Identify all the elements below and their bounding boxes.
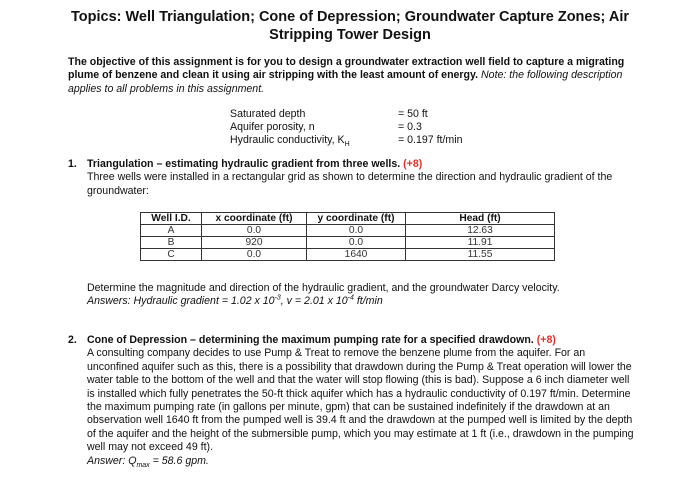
aquifer-parameters xyxy=(230,108,462,147)
table-cell: 0.0 xyxy=(307,225,406,237)
param-label: Hydraulic conductivity, $K_H$ xyxy=(230,134,350,149)
answer-text: Answers: Hydraulic gradient = 1.02 x $10^{-3}$, v = 2.01 x $10^{-4}$ ft/min xyxy=(87,294,383,308)
table-cell: 0.0 xyxy=(202,249,307,261)
param-label: Saturated depth xyxy=(230,108,306,120)
table-row xyxy=(141,237,555,249)
question-1 xyxy=(68,158,636,198)
table-cell: 12.63 xyxy=(406,225,555,237)
wells-table xyxy=(140,212,555,261)
table-header-row xyxy=(141,213,555,225)
column-header: x coordinate (ft) xyxy=(202,213,307,225)
title-line-2: Stripping Tower Design xyxy=(269,27,431,43)
question-number: 1. xyxy=(68,158,77,170)
column-header: Head (ft) xyxy=(406,213,555,225)
question-heading: Triangulation – estimating hydraulic gradient from three wells. xyxy=(87,158,401,170)
points-badge: (+8) xyxy=(403,158,423,170)
column-header: y coordinate (ft) xyxy=(307,213,406,225)
param-row xyxy=(230,134,462,147)
param-label: Aquifer porosity, n xyxy=(230,121,315,133)
table-row xyxy=(141,249,555,261)
table-cell: 11.91 xyxy=(406,237,555,249)
table-cell: 0.0 xyxy=(307,237,406,249)
param-value: = 0.3 xyxy=(398,121,422,133)
page-title xyxy=(60,8,640,44)
question-text: Three wells were installed in a rectangular grid as shown to determine the direction and hydraulic gradient of the groundwater: xyxy=(87,171,613,197)
question-text: A consulting company decides to use Pump & Treat to remove the benzene plume from the aquifer. For an unconfined aquifer such as this, there is a possibility that drawdown during the Pump & Treat operation will lower the water table to the bottom of the well and that the water will stop flowing (this is bad). Suppose a 6 inch diameter well is installed which fully penetrates the 50-ft thick aquifer which has a hydraulic conductivity of 0.197 ft/min. Determine the maximum pumping rate (in gallons per minute, gpm) that can be sustained indefinitely if the drawdown at an observation well 1640 ft from the pumped well is 39.4 ft and the drawdown at the pumped well is limited by the depth of the aquifer and the height of the submersible pump, which you may estimate at 1 ft (i.e., drawdown in the pumping well may not exceed 49 ft). xyxy=(87,347,634,454)
objective-paragraph xyxy=(68,56,636,96)
question-1-prompt xyxy=(68,282,636,309)
table-cell: C xyxy=(141,249,202,261)
objective-note: Note: the following description applies to all problems in this assignment. xyxy=(68,69,623,95)
param-value: = 50 ft xyxy=(398,108,428,120)
prompt-text: Determine the magnitude and direction of the hydraulic gradient, and the groundwater Darcy velocity. xyxy=(87,282,560,294)
objective-text: The objective of this assignment is for you to design a groundwater extraction well field to capture a migrating plume of benzene and clean it using air stripping with the least amount of energy. xyxy=(68,56,625,82)
table-row xyxy=(141,225,555,237)
param-value: = 0.197 ft/min xyxy=(398,134,463,146)
question-number: 2. xyxy=(68,334,77,346)
answer-text: Answer: $Q_{max} = 58.6$ gpm. xyxy=(87,454,209,469)
param-subscript: H xyxy=(344,141,350,149)
param-row xyxy=(230,108,462,121)
column-header: Well I.D. xyxy=(141,213,202,225)
title-line-1: Topics: Well Triangulation; Cone of Depression; Groundwater Capture Zones; Air xyxy=(70,9,630,25)
table-cell: 920 xyxy=(202,237,307,249)
table-cell: 1640 xyxy=(307,249,406,261)
param-row xyxy=(230,121,462,134)
question-heading: Cone of Depression – determining the maximum pumping rate for a specified drawdown. xyxy=(87,334,534,346)
question-2 xyxy=(68,334,636,468)
table-cell: A xyxy=(141,225,202,237)
table-cell: 11.55 xyxy=(406,249,555,261)
table-cell: B xyxy=(141,237,202,249)
points-badge: (+8) xyxy=(536,334,556,346)
table-cell: 0.0 xyxy=(202,225,307,237)
